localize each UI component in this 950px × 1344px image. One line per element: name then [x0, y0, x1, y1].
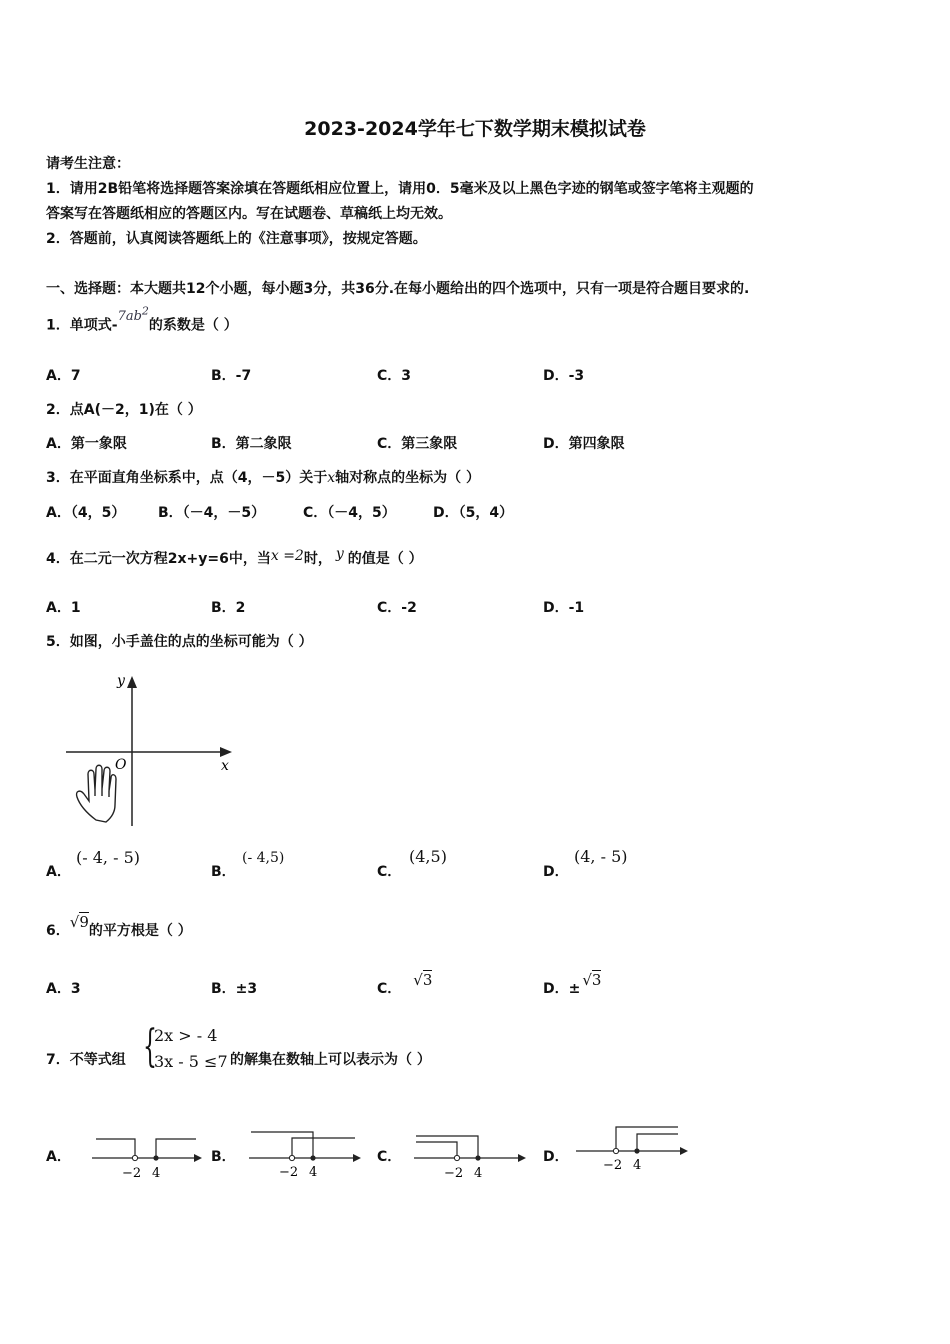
inequality-1: 2x > - 4: [154, 1026, 218, 1045]
q7-option-c-letter[interactable]: C．: [377, 1149, 402, 1165]
q4-option-b[interactable]: B．2: [211, 600, 246, 616]
question-6: 6．√9的平方根是（ ）: [46, 913, 192, 939]
svg-text:4: 4: [152, 1166, 161, 1181]
page-title: 2023-2024学年七下数学期末模拟试卷: [304, 118, 646, 140]
notice-heading: 请考生注意：: [46, 156, 130, 172]
q2-option-c[interactable]: C．第三象限: [377, 436, 458, 452]
notice-line-1b: 答案写在答题纸相应的答题区内。写在试题卷、草稿纸上均无效。: [46, 206, 452, 222]
svg-text:−2: −2: [122, 1166, 142, 1181]
q6-option-b[interactable]: B．±3: [211, 981, 258, 997]
question-1: [46, 305, 238, 334]
q4-variable: y: [335, 546, 344, 562]
q4-option-a[interactable]: A．1: [46, 600, 81, 616]
q5-option-b-letter[interactable]: B．: [211, 864, 236, 880]
q6-option-d[interactable]: D．± √3: [543, 971, 602, 997]
notice-line-1a: 1．请用2B铅笔将选择题答案涂填在答题纸相应位置上，请用0．5毫米及以上黑色字迹的钢笔或签字笔将主观题的: [46, 181, 754, 197]
notice-line-2: 2．答题前，认真阅读答题纸上的《注意事项》，按规定答题。: [46, 231, 427, 247]
q6-radical: √9: [69, 913, 89, 931]
coordinate-figure: [60, 668, 240, 833]
q2-option-d[interactable]: D．第四象限: [543, 436, 625, 452]
svg-text:−2: −2: [279, 1165, 299, 1180]
q5-option-a-value[interactable]: (- 4, - 5): [76, 848, 140, 867]
question-7-prefix: 7．不等式组: [46, 1052, 126, 1068]
q5-option-b-value[interactable]: (- 4,5): [242, 850, 285, 866]
question-4: 4．在二元一次方程2x+y=6中，当x =2时， y 的值是（ ）: [46, 546, 423, 567]
origin-label: O: [115, 757, 127, 773]
hand-icon: [77, 765, 116, 822]
x-axis-label: x: [221, 758, 229, 774]
q5-option-c-letter[interactable]: C．: [377, 864, 402, 880]
q7-option-b-numberline[interactable]: [245, 1126, 365, 1181]
question-7-suffix: 的解集在数轴上可以表示为（ ）: [230, 1052, 431, 1068]
svg-text:4: 4: [309, 1165, 318, 1180]
q3-option-c[interactable]: C．（－4，5）: [303, 505, 396, 521]
svg-text:−2: −2: [603, 1158, 623, 1173]
question-5: 5．如图，小手盖住的点的坐标可能为（ ）: [46, 634, 313, 650]
q7-option-b-letter[interactable]: B．: [211, 1149, 236, 1165]
q1-expression: $7ab^2$: [117, 305, 149, 325]
q4-equation: 2x+y=6: [167, 551, 229, 567]
q3-option-b[interactable]: B．（－4，－5）: [158, 505, 266, 521]
q7-option-d-letter[interactable]: D．: [543, 1149, 569, 1165]
q1-option-a[interactable]: A．7: [46, 368, 81, 384]
q3-option-d[interactable]: D．（5，4）: [433, 505, 514, 521]
left-brace: {: [143, 1021, 157, 1072]
inequality-2: 3x - 5 ≤7: [154, 1052, 228, 1071]
q5-option-d-letter[interactable]: D．: [543, 864, 569, 880]
q3-option-a[interactable]: A．（4，5）: [46, 505, 126, 521]
svg-text:−2: −2: [444, 1166, 464, 1181]
question-3: 3．在平面直角坐标系中，点（4，－5）关于x轴对称点的坐标为（ ）: [46, 470, 481, 486]
question-2: 2．点A(－2，1)在（ ）: [46, 402, 202, 418]
q2-option-b[interactable]: B．第二象限: [211, 436, 292, 452]
svg-text:4: 4: [633, 1158, 642, 1173]
q5-option-a-letter[interactable]: A．: [46, 864, 71, 880]
q7-option-d-numberline[interactable]: [572, 1124, 692, 1174]
q4-condition: x =2: [270, 548, 304, 564]
q4-option-d[interactable]: D．-1: [543, 600, 585, 616]
q6-option-c[interactable]: C． √3: [377, 971, 433, 997]
q6-option-a[interactable]: A．3: [46, 981, 81, 997]
q1-suffix: 的系数是（ ）: [148, 317, 238, 334]
inequality-system: [143, 1023, 228, 1075]
y-axis-label: y: [117, 673, 125, 689]
q1-option-d[interactable]: D．-3: [543, 368, 585, 384]
q3-variable: x: [327, 470, 336, 486]
q4-option-c[interactable]: C．-2: [377, 600, 417, 616]
q2-option-a[interactable]: A．第一象限: [46, 436, 127, 452]
q1-prefix: 1．单项式-: [46, 317, 118, 334]
section-heading: 一、选择题：本大题共12个小题，每小题3分，共36分.在每小题给出的四个选项中，只有一项是符合题目要求的.: [46, 281, 750, 297]
q1-option-c[interactable]: C．3: [377, 368, 412, 384]
q7-option-a-letter[interactable]: A．: [46, 1149, 71, 1165]
svg-text:4: 4: [474, 1166, 483, 1181]
q5-option-d-value[interactable]: (4, - 5): [574, 847, 628, 866]
q7-option-a-numberline[interactable]: [88, 1130, 203, 1185]
q7-option-c-numberline[interactable]: [410, 1130, 530, 1185]
q5-option-c-value[interactable]: (4,5): [409, 847, 447, 866]
q1-option-b[interactable]: B．-7: [211, 368, 252, 384]
